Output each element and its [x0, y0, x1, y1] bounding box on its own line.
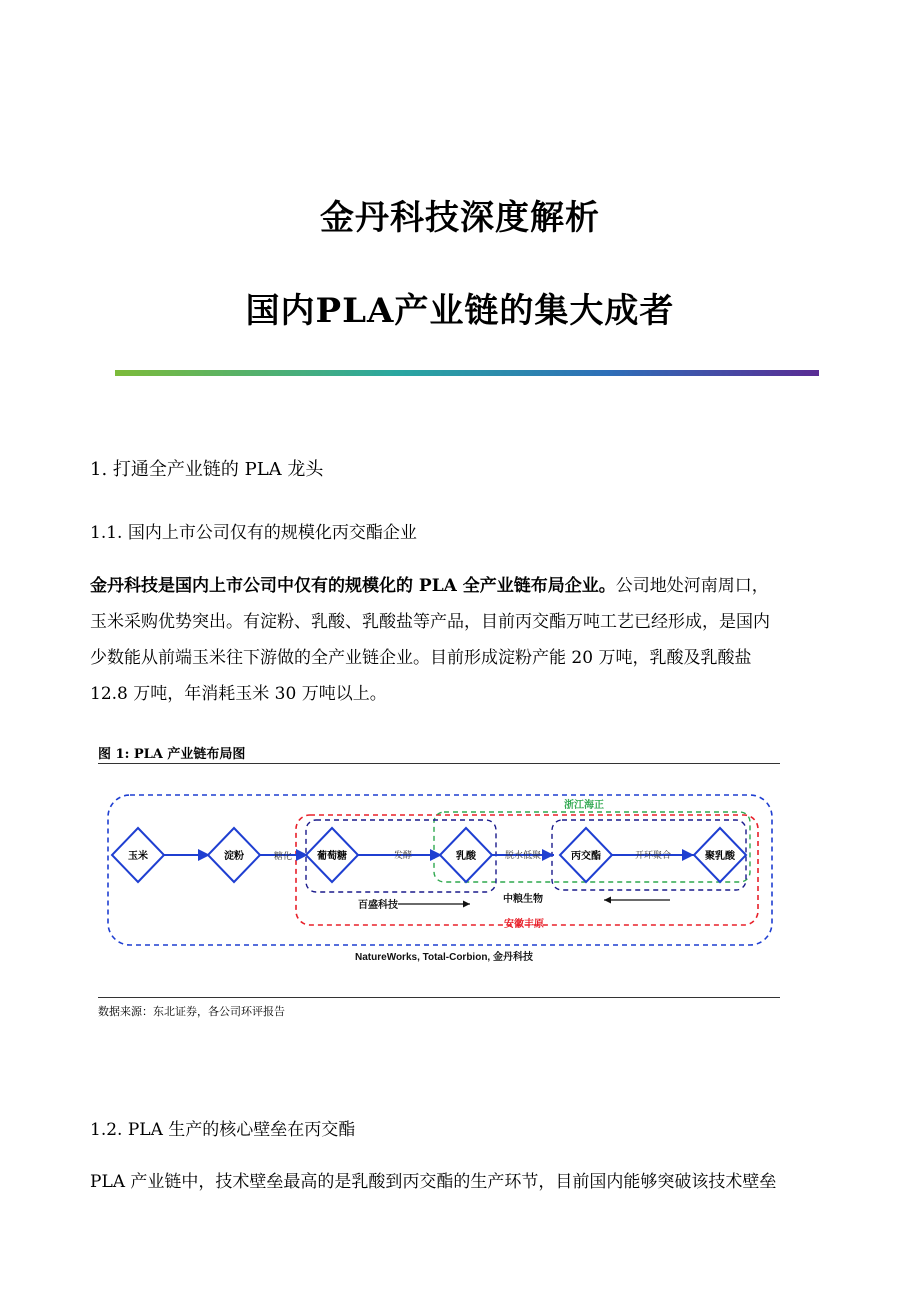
- section-1-2-paragraph: PLA 产业链中，技术壁垒最高的是乳酸到丙交酯的生产环节，目前国内能够突破该技术壁垒: [90, 1172, 777, 1192]
- process-label: 糖化: [273, 852, 293, 862]
- process-label: 开环聚合: [634, 851, 672, 861]
- node-lactic-acid: [440, 828, 492, 882]
- title-divider: [115, 370, 819, 376]
- para-line: 少数能从前端玉米往下游做的全产业链企业。目前形成淀粉产能 20 万吨，乳酸及乳酸盐: [90, 648, 752, 668]
- node-label: 丙交酯: [571, 851, 601, 862]
- process-label: 发酵: [393, 851, 413, 861]
- node-label: 玉米: [128, 851, 148, 862]
- node-label: 乳酸: [456, 851, 476, 862]
- process-label: 脱水低聚: [504, 851, 542, 861]
- pla-chain-diagram: [98, 770, 788, 995]
- box-naturworks-group: [108, 795, 772, 945]
- para-line: 玉米采购优势突出。有淀粉、乳酸、乳酸盐等产品，目前丙交酯万吨工艺已经形成，是国内: [90, 612, 770, 632]
- para-line: 12.8 万吨，年消耗玉米 30 万吨以上。: [90, 684, 387, 704]
- node-starch: [208, 828, 260, 882]
- section-1-2-heading: 1.2. PLA 生产的核心壁垒在丙交酯: [90, 1120, 356, 1140]
- label-baisheng: 百盛科技: [358, 900, 398, 911]
- node-corn: [112, 828, 164, 882]
- node-lactide: [560, 828, 612, 882]
- node-pla: [694, 828, 746, 882]
- document-title-line1: 金丹科技深度解析: [320, 198, 600, 238]
- figure-top-rule: [98, 763, 780, 764]
- node-glucose: [306, 828, 358, 882]
- label-anhui-fengyuan: 安徽丰原: [504, 919, 544, 930]
- node-label: 聚乳酸: [705, 851, 735, 862]
- node-label: 葡萄糖: [317, 851, 347, 862]
- label-zhongliang: 中粮生物: [503, 894, 543, 905]
- section-1-1-heading: 1.1. 国内上市公司仅有的规模化丙交酯企业: [90, 523, 417, 543]
- label-zhejiang-hisun: 浙江海正: [564, 800, 604, 811]
- para-bold-lead: 金丹科技是国内上市公司中仅有的规模化的 PLA 全产业链布局企业。: [90, 576, 616, 596]
- section-1-1-paragraph: [90, 568, 830, 712]
- para-line: 公司地处河南周口，: [615, 576, 769, 596]
- figure-bottom-rule: [98, 997, 780, 998]
- figure-caption: 图 1: PLA 产业链布局图: [98, 747, 246, 762]
- figure-source: 数据来源：东北证券，各公司环评报告: [98, 1005, 285, 1018]
- section-1-heading: 1. 打通全产业链的 PLA 龙头: [90, 459, 324, 480]
- document-title-line2: 国内PLA产业链的集大成者: [245, 291, 675, 331]
- node-label: 淀粉: [224, 851, 244, 862]
- label-bottom-companies: NatureWorks, Total-Corbion, 金丹科技: [355, 952, 533, 963]
